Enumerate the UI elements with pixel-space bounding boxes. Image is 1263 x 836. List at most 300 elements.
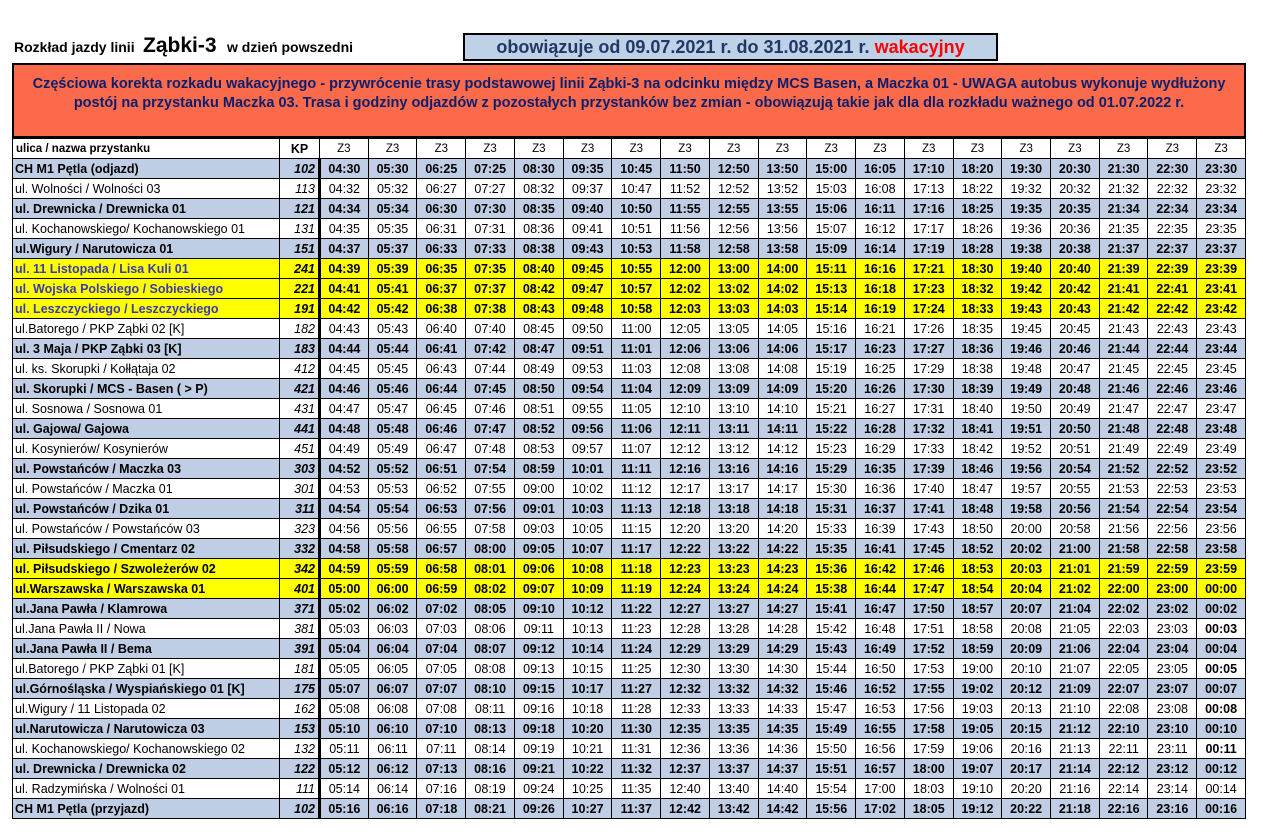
departure-time: 17:52 <box>904 639 953 659</box>
departure-time: 08:07 <box>466 639 515 659</box>
departure-time: 23:03 <box>1148 619 1197 639</box>
departure-time: 05:05 <box>320 659 369 679</box>
departure-time: 20:55 <box>1051 479 1100 499</box>
departure-time: 07:33 <box>466 239 515 259</box>
departure-time: 07:56 <box>466 499 515 519</box>
departure-time: 06:02 <box>368 599 417 619</box>
departure-time: 18:52 <box>953 539 1002 559</box>
departure-time: 16:23 <box>856 339 905 359</box>
departure-time: 20:40 <box>1051 259 1100 279</box>
departure-time: 13:24 <box>709 579 758 599</box>
trip-header: Z3 <box>563 139 612 159</box>
departure-time: 18:53 <box>953 559 1002 579</box>
departure-time: 14:30 <box>758 659 807 679</box>
departure-time: 18:30 <box>953 259 1002 279</box>
departure-time: 21:09 <box>1051 679 1100 699</box>
departure-time: 07:37 <box>466 279 515 299</box>
departure-time: 12:28 <box>661 619 710 639</box>
departure-time: 07:46 <box>466 399 515 419</box>
departure-time: 06:44 <box>417 379 466 399</box>
departure-time: 11:37 <box>612 799 661 819</box>
stop-kp-code: 401 <box>280 579 320 599</box>
departure-time: 21:13 <box>1051 739 1100 759</box>
departure-time: 23:02 <box>1148 599 1197 619</box>
departure-time: 20:17 <box>1002 759 1051 779</box>
departure-time: 13:05 <box>709 319 758 339</box>
stop-name: ul.Jana Pawła / Klamrowa <box>13 599 280 619</box>
departure-time: 19:32 <box>1002 179 1051 199</box>
departure-time: 21:02 <box>1051 579 1100 599</box>
departure-time: 16:49 <box>856 639 905 659</box>
departure-time: 05:14 <box>320 779 369 799</box>
departure-time: 06:16 <box>368 799 417 819</box>
departure-time: 05:00 <box>320 579 369 599</box>
departure-time: 14:12 <box>758 439 807 459</box>
departure-time: 18:39 <box>953 379 1002 399</box>
departure-time: 04:39 <box>320 259 369 279</box>
departure-time: 06:30 <box>417 199 466 219</box>
departure-time: 19:02 <box>953 679 1002 699</box>
departure-time: 23:12 <box>1148 759 1197 779</box>
departure-time: 06:57 <box>417 539 466 559</box>
timetable-title <box>14 34 353 58</box>
departure-time: 10:58 <box>612 299 661 319</box>
departure-time: 12:16 <box>661 459 710 479</box>
departure-time: 17:41 <box>904 499 953 519</box>
departure-time: 12:33 <box>661 699 710 719</box>
departure-time: 20:43 <box>1051 299 1100 319</box>
departure-time: 20:36 <box>1051 219 1100 239</box>
validity-tag: wakacyjny <box>874 37 965 57</box>
departure-time: 00:04 <box>1197 639 1246 659</box>
stop-kp-code: 175 <box>280 679 320 699</box>
departure-time: 05:04 <box>320 639 369 659</box>
departure-time: 12:37 <box>661 759 710 779</box>
departure-time: 18:00 <box>904 759 953 779</box>
departure-time: 16:16 <box>856 259 905 279</box>
departure-time: 10:05 <box>563 519 612 539</box>
departure-time: 18:48 <box>953 499 1002 519</box>
departure-time: 06:07 <box>368 679 417 699</box>
departure-time: 14:37 <box>758 759 807 779</box>
departure-time: 05:41 <box>368 279 417 299</box>
departure-time: 14:20 <box>758 519 807 539</box>
departure-time: 11:25 <box>612 659 661 679</box>
departure-time: 21:04 <box>1051 599 1100 619</box>
departure-time: 13:09 <box>709 379 758 399</box>
departure-time: 06:58 <box>417 559 466 579</box>
departure-time: 11:05 <box>612 399 661 419</box>
departure-time: 20:46 <box>1051 339 1100 359</box>
departure-time: 10:09 <box>563 579 612 599</box>
departure-time: 15:41 <box>807 599 856 619</box>
departure-time: 05:07 <box>320 679 369 699</box>
departure-time: 21:48 <box>1099 419 1148 439</box>
title-prefix: Rozkład jazdy linii <box>14 39 135 55</box>
stop-name: ul. Kochanowskiego/ Kochanowskiego 02 <box>13 739 280 759</box>
departure-time: 04:53 <box>320 479 369 499</box>
stop-name: ul. 11 Listopada / Lisa Kuli 01 <box>13 259 280 279</box>
departure-time: 15:49 <box>807 719 856 739</box>
departure-time: 13:30 <box>709 659 758 679</box>
departure-time: 23:04 <box>1148 639 1197 659</box>
departure-time: 08:30 <box>514 159 563 179</box>
departure-time: 09:16 <box>514 699 563 719</box>
departure-time: 18:50 <box>953 519 1002 539</box>
departure-time: 09:07 <box>514 579 563 599</box>
departure-time: 07:48 <box>466 439 515 459</box>
departure-time: 22:37 <box>1148 239 1197 259</box>
departure-time: 22:16 <box>1099 799 1148 819</box>
departure-time: 08:06 <box>466 619 515 639</box>
departure-time: 19:50 <box>1002 399 1051 419</box>
departure-time: 13:20 <box>709 519 758 539</box>
line-name: Ząbki-3 <box>143 34 217 57</box>
departure-time: 14:18 <box>758 499 807 519</box>
departure-time: 11:19 <box>612 579 661 599</box>
departure-time: 00:12 <box>1197 759 1246 779</box>
departure-time: 23:46 <box>1197 379 1246 399</box>
stop-kp-code: 102 <box>280 799 320 819</box>
departure-time: 13:11 <box>709 419 758 439</box>
departure-time: 13:40 <box>709 779 758 799</box>
departure-time: 18:28 <box>953 239 1002 259</box>
trip-header: Z3 <box>1099 139 1148 159</box>
stop-row <box>13 659 1246 679</box>
stop-kp-code: 181 <box>280 659 320 679</box>
departure-time: 07:10 <box>417 719 466 739</box>
departure-time: 06:53 <box>417 499 466 519</box>
departure-time: 18:36 <box>953 339 1002 359</box>
departure-time: 04:43 <box>320 319 369 339</box>
departure-time: 07:04 <box>417 639 466 659</box>
departure-time: 21:41 <box>1099 279 1148 299</box>
departure-time: 04:52 <box>320 459 369 479</box>
departure-time: 10:14 <box>563 639 612 659</box>
departure-time: 06:03 <box>368 619 417 639</box>
departure-time: 17:29 <box>904 359 953 379</box>
departure-time: 23:59 <box>1197 559 1246 579</box>
departure-time: 23:34 <box>1197 199 1246 219</box>
departure-time: 07:35 <box>466 259 515 279</box>
departure-time: 09:40 <box>563 199 612 219</box>
departure-time: 22:03 <box>1099 619 1148 639</box>
departure-time: 14:32 <box>758 679 807 699</box>
departure-time: 07:40 <box>466 319 515 339</box>
departure-time: 05:44 <box>368 339 417 359</box>
departure-time: 17:24 <box>904 299 953 319</box>
departure-time: 10:07 <box>563 539 612 559</box>
departure-time: 10:27 <box>563 799 612 819</box>
departure-time: 20:10 <box>1002 659 1051 679</box>
departure-time: 17:16 <box>904 199 953 219</box>
trip-header: Z3 <box>612 139 661 159</box>
departure-time: 05:59 <box>368 559 417 579</box>
departure-time: 11:23 <box>612 619 661 639</box>
departure-time: 04:44 <box>320 339 369 359</box>
departure-time: 15:31 <box>807 499 856 519</box>
departure-time: 06:05 <box>368 659 417 679</box>
departure-time: 20:08 <box>1002 619 1051 639</box>
departure-time: 06:43 <box>417 359 466 379</box>
departure-time: 15:38 <box>807 579 856 599</box>
departure-time: 19:52 <box>1002 439 1051 459</box>
departure-time: 08:59 <box>514 459 563 479</box>
departure-time: 05:03 <box>320 619 369 639</box>
stop-kp-code: 391 <box>280 639 320 659</box>
departure-time: 18:58 <box>953 619 1002 639</box>
departure-time: 19:57 <box>1002 479 1051 499</box>
departure-time: 21:49 <box>1099 439 1148 459</box>
departure-time: 20:35 <box>1051 199 1100 219</box>
departure-time: 04:48 <box>320 419 369 439</box>
departure-time: 04:45 <box>320 359 369 379</box>
departure-time: 09:11 <box>514 619 563 639</box>
stop-row <box>13 279 1246 299</box>
trip-header: Z3 <box>807 139 856 159</box>
departure-time: 16:37 <box>856 499 905 519</box>
departure-time: 12:29 <box>661 639 710 659</box>
departure-time: 23:56 <box>1197 519 1246 539</box>
departure-time: 15:33 <box>807 519 856 539</box>
departure-time: 22:52 <box>1148 459 1197 479</box>
departure-time: 13:10 <box>709 399 758 419</box>
departure-time: 05:56 <box>368 519 417 539</box>
departure-time: 11:03 <box>612 359 661 379</box>
departure-time: 19:00 <box>953 659 1002 679</box>
departure-time: 15:19 <box>807 359 856 379</box>
departure-time: 18:47 <box>953 479 1002 499</box>
trip-header: Z3 <box>514 139 563 159</box>
departure-time: 08:10 <box>466 679 515 699</box>
departure-time: 21:56 <box>1099 519 1148 539</box>
departure-time: 06:55 <box>417 519 466 539</box>
departure-time: 12:58 <box>709 239 758 259</box>
departure-time: 11:13 <box>612 499 661 519</box>
departure-time: 17:43 <box>904 519 953 539</box>
departure-time: 12:09 <box>661 379 710 399</box>
stop-kp-code: 301 <box>280 479 320 499</box>
departure-time: 16:52 <box>856 679 905 699</box>
departure-time: 11:18 <box>612 559 661 579</box>
departure-time: 10:12 <box>563 599 612 619</box>
departure-time: 15:11 <box>807 259 856 279</box>
stop-row <box>13 579 1246 599</box>
departure-time: 23:10 <box>1148 719 1197 739</box>
stop-kp-code: 151 <box>280 239 320 259</box>
departure-time: 13:16 <box>709 459 758 479</box>
departure-time: 19:56 <box>1002 459 1051 479</box>
departure-time: 16:18 <box>856 279 905 299</box>
departure-time: 16:25 <box>856 359 905 379</box>
stop-kp-code: 412 <box>280 359 320 379</box>
departure-time: 09:53 <box>563 359 612 379</box>
departure-time: 00:02 <box>1197 599 1246 619</box>
departure-time: 12:50 <box>709 159 758 179</box>
stop-row <box>13 639 1246 659</box>
trip-header: Z3 <box>417 139 466 159</box>
departure-time: 23:07 <box>1148 679 1197 699</box>
departure-time: 11:32 <box>612 759 661 779</box>
departure-time: 11:30 <box>612 719 661 739</box>
departure-time: 23:43 <box>1197 319 1246 339</box>
stop-kp-code: 162 <box>280 699 320 719</box>
departure-time: 14:10 <box>758 399 807 419</box>
departure-time: 12:08 <box>661 359 710 379</box>
departure-time: 15:16 <box>807 319 856 339</box>
departure-time: 22:14 <box>1099 779 1148 799</box>
departure-time: 18:54 <box>953 579 1002 599</box>
departure-time: 19:42 <box>1002 279 1051 299</box>
stop-kp-code: 332 <box>280 539 320 559</box>
departure-time: 07:25 <box>466 159 515 179</box>
departure-time: 16:12 <box>856 219 905 239</box>
departure-time: 09:41 <box>563 219 612 239</box>
departure-time: 12:00 <box>661 259 710 279</box>
departure-time: 10:18 <box>563 699 612 719</box>
departure-time: 19:35 <box>1002 199 1051 219</box>
departure-time: 22:53 <box>1148 479 1197 499</box>
departure-time: 08:43 <box>514 299 563 319</box>
departure-time: 22:49 <box>1148 439 1197 459</box>
departure-time: 16:50 <box>856 659 905 679</box>
stop-kp-code: 371 <box>280 599 320 619</box>
departure-time: 05:32 <box>368 179 417 199</box>
departure-time: 21:05 <box>1051 619 1100 639</box>
departure-time: 17:56 <box>904 699 953 719</box>
departure-time: 04:46 <box>320 379 369 399</box>
departure-time: 13:50 <box>758 159 807 179</box>
departure-time: 14:24 <box>758 579 807 599</box>
departure-time: 22:30 <box>1148 159 1197 179</box>
departure-time: 06:12 <box>368 759 417 779</box>
departure-time: 06:46 <box>417 419 466 439</box>
departure-time: 00:07 <box>1197 679 1246 699</box>
stop-name: CH M1 Pętla (odjazd) <box>13 159 280 179</box>
departure-time: 16:41 <box>856 539 905 559</box>
stop-kp-code: 183 <box>280 339 320 359</box>
departure-time: 21:43 <box>1099 319 1148 339</box>
departure-time: 07:31 <box>466 219 515 239</box>
departure-time: 04:58 <box>320 539 369 559</box>
validity-text: obowiązuje od 09.07.2021 r. do 31.08.2021 r. <box>496 37 870 57</box>
departure-time: 23:05 <box>1148 659 1197 679</box>
stop-name: ul. Wojska Polskiego / Sobieskiego <box>13 279 280 299</box>
departure-time: 05:52 <box>368 459 417 479</box>
departure-time: 07:55 <box>466 479 515 499</box>
departure-time: 14:29 <box>758 639 807 659</box>
departure-time: 22:58 <box>1148 539 1197 559</box>
trip-header: Z3 <box>953 139 1002 159</box>
departure-time: 13:18 <box>709 499 758 519</box>
departure-time: 07:16 <box>417 779 466 799</box>
departure-time: 11:04 <box>612 379 661 399</box>
departure-time: 11:06 <box>612 419 661 439</box>
departure-time: 13:29 <box>709 639 758 659</box>
departure-time: 10:13 <box>563 619 612 639</box>
departure-time: 16:56 <box>856 739 905 759</box>
departure-time: 00:14 <box>1197 779 1246 799</box>
departure-time: 15:00 <box>807 159 856 179</box>
departure-time: 14:36 <box>758 739 807 759</box>
stop-kp-code: 323 <box>280 519 320 539</box>
stop-row <box>13 379 1246 399</box>
stop-kp-code: 441 <box>280 419 320 439</box>
departure-time: 18:59 <box>953 639 1002 659</box>
stop-row <box>13 239 1246 259</box>
stop-name: ul.Batorego / PKP Ząbki 01 [K] <box>13 659 280 679</box>
stop-column-header: ulica / nazwa przystanku <box>13 139 280 159</box>
trip-header: Z3 <box>758 139 807 159</box>
departure-time: 05:37 <box>368 239 417 259</box>
departure-time: 07:27 <box>466 179 515 199</box>
departure-time: 05:12 <box>320 759 369 779</box>
departure-time: 23:47 <box>1197 399 1246 419</box>
departure-time: 15:17 <box>807 339 856 359</box>
stop-row <box>13 559 1246 579</box>
departure-time: 04:34 <box>320 199 369 219</box>
departure-time: 15:36 <box>807 559 856 579</box>
departure-time: 10:22 <box>563 759 612 779</box>
departure-time: 09:03 <box>514 519 563 539</box>
departure-time: 15:44 <box>807 659 856 679</box>
stop-row <box>13 299 1246 319</box>
departure-time: 16:36 <box>856 479 905 499</box>
departure-time: 15:21 <box>807 399 856 419</box>
departure-time: 21:45 <box>1099 359 1148 379</box>
stop-row <box>13 419 1246 439</box>
departure-time: 11:27 <box>612 679 661 699</box>
departure-time: 05:11 <box>320 739 369 759</box>
departure-time: 17:32 <box>904 419 953 439</box>
departure-time: 20:09 <box>1002 639 1051 659</box>
stop-row <box>13 459 1246 479</box>
timetable-body <box>13 159 1246 819</box>
departure-time: 05:10 <box>320 719 369 739</box>
departure-time: 06:08 <box>368 699 417 719</box>
departure-time: 14:05 <box>758 319 807 339</box>
departure-time: 12:02 <box>661 279 710 299</box>
stop-name: ul. Powstańców / Dzika 01 <box>13 499 280 519</box>
departure-time: 21:32 <box>1099 179 1148 199</box>
departure-time: 06:14 <box>368 779 417 799</box>
departure-time: 05:58 <box>368 539 417 559</box>
departure-time: 11:22 <box>612 599 661 619</box>
departure-time: 14:27 <box>758 599 807 619</box>
departure-time: 23:48 <box>1197 419 1246 439</box>
departure-time: 00:03 <box>1197 619 1246 639</box>
departure-time: 17:53 <box>904 659 953 679</box>
departure-time: 08:21 <box>466 799 515 819</box>
departure-time: 22:45 <box>1148 359 1197 379</box>
departure-time: 13:08 <box>709 359 758 379</box>
departure-time: 10:47 <box>612 179 661 199</box>
departure-time: 00:05 <box>1197 659 1246 679</box>
departure-time: 05:53 <box>368 479 417 499</box>
departure-time: 06:52 <box>417 479 466 499</box>
departure-time: 08:02 <box>466 579 515 599</box>
departure-time: 04:32 <box>320 179 369 199</box>
departure-time: 09:48 <box>563 299 612 319</box>
departure-time: 11:52 <box>661 179 710 199</box>
stop-name: ul. Kosynierów/ Kosynierów <box>13 439 280 459</box>
departure-time: 13:33 <box>709 699 758 719</box>
stop-row <box>13 799 1246 819</box>
stop-kp-code: 121 <box>280 199 320 219</box>
departure-time: 12:12 <box>661 439 710 459</box>
departure-time: 12:05 <box>661 319 710 339</box>
departure-time: 08:14 <box>466 739 515 759</box>
